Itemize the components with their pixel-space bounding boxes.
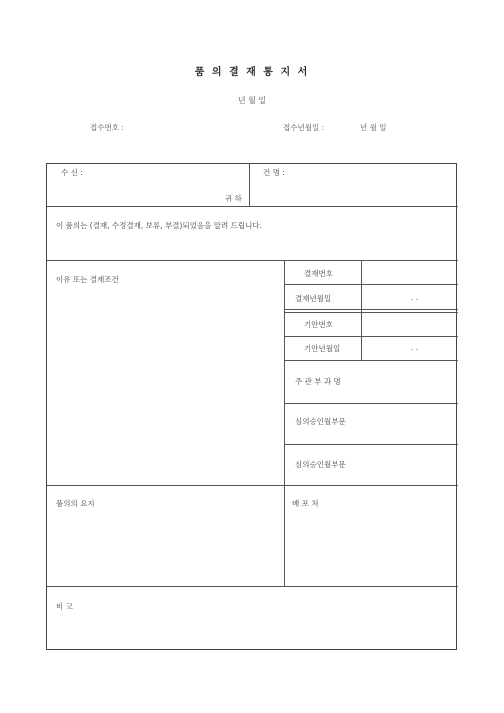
distribution-label: 배 포 처 (292, 499, 319, 508)
reason-label: 이유 또는 결재조건 (56, 275, 119, 284)
receipt-date-value: 년 월 일 (360, 123, 387, 132)
receipt-number-label: 접수번호 : (90, 123, 124, 132)
form-divider (249, 164, 250, 206)
form-divider (47, 260, 458, 261)
decision-notice: 이 품의는 (결재, 수정결재, 보류, 부결)되었음을 알려 드립니다. (56, 221, 262, 230)
form-divider (47, 485, 458, 486)
form-divider (284, 312, 458, 313)
approval-number-label: 결재번호 (304, 269, 333, 278)
form-divider (47, 586, 458, 587)
review-label-2: 심의승인월부문 (295, 460, 346, 469)
form-divider (284, 444, 458, 445)
draft-number-label: 기안번호 (304, 320, 333, 329)
honorific-label: 귀 하 (225, 194, 242, 203)
department-label: 주 관 부 과 명 (295, 377, 341, 386)
recipient-label: 수 신 : (61, 168, 83, 177)
form-divider (284, 360, 458, 361)
form-divider (284, 336, 458, 337)
form-divider (361, 260, 362, 360)
remarks-label: 비 고 (56, 602, 73, 611)
form-divider (47, 206, 458, 207)
document-title: 품 의 결 재 통 지 서 (194, 67, 310, 78)
approval-date-placeholder: . . (411, 293, 419, 302)
approval-form (46, 163, 457, 650)
subject-label: 건 명 : (263, 168, 285, 177)
summary-label: 품의의 요지 (56, 499, 95, 508)
receipt-date-label: 접수년월일 : (283, 123, 325, 132)
form-divider (284, 403, 458, 404)
draft-date-label: 기안년월일 (304, 344, 341, 353)
approval-date-label: 결재년월일 (295, 294, 332, 303)
form-divider (284, 284, 458, 285)
document-date: 년 월 일 (237, 96, 267, 105)
draft-date-placeholder: . . (411, 343, 419, 352)
form-divider (284, 260, 285, 586)
review-label-1: 심의승인월부문 (295, 417, 346, 426)
form-divider (284, 309, 458, 310)
